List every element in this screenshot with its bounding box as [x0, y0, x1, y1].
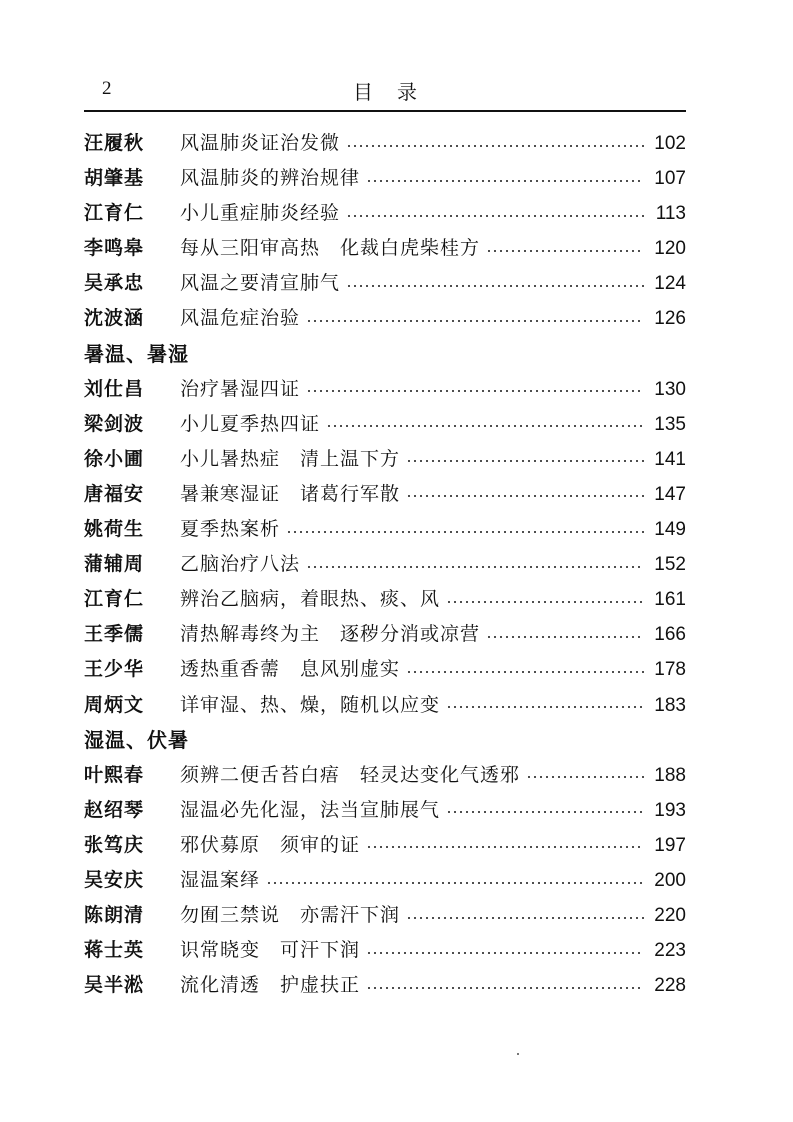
entry-page-number: 135 — [654, 413, 686, 435]
dot-leader — [346, 215, 644, 217]
dot-leader — [446, 706, 644, 708]
entry-page-number: 149 — [654, 519, 686, 541]
entry-page-number: 124 — [654, 273, 686, 295]
entry-title: 清热解毒终为主 逐秽分消或凉营 — [180, 623, 481, 646]
dot-leader — [306, 320, 644, 322]
entry-author: 姚荷生 — [84, 518, 145, 541]
toc-entry — [84, 266, 686, 301]
dot-leader — [366, 180, 644, 182]
toc-entry — [84, 477, 686, 512]
entry-author: 蒋士英 — [84, 939, 145, 962]
entry-title: 湿温必先化湿，法当宣肺展气 — [180, 798, 441, 821]
section-heading: 湿温、伏暑 — [84, 727, 189, 752]
entry-author: 徐小圃 — [84, 447, 145, 470]
entry-page-number: 197 — [654, 834, 686, 856]
table-of-contents — [84, 126, 686, 1003]
entry-author: 李鸣皋 — [84, 237, 145, 260]
entry-page-number: 113 — [655, 203, 686, 225]
entry-author: 陈朗清 — [84, 904, 145, 927]
entry-page-number: 152 — [654, 554, 686, 576]
dot-leader — [266, 882, 644, 884]
entry-author: 王季儒 — [84, 623, 145, 646]
entry-title: 风温之要清宣肺气 — [180, 272, 341, 295]
entry-page-number: 161 — [654, 589, 686, 611]
entry-author: 周炳文 — [84, 693, 145, 716]
entry-title: 须辨二便舌苔白痦 轻灵达变化气透邪 — [180, 763, 521, 786]
dot-leader — [366, 846, 644, 848]
running-header — [84, 76, 686, 112]
entry-page-number: 200 — [654, 869, 686, 891]
toc-entry — [84, 582, 686, 617]
toc-entry — [84, 161, 686, 196]
entry-author: 梁剑波 — [84, 412, 145, 435]
toc-entry — [84, 231, 686, 266]
entry-title: 风温危症治验 — [180, 307, 301, 330]
dot-leader — [406, 917, 644, 919]
entry-author: 吴安庆 — [84, 868, 145, 891]
entry-title: 辨治乙脑病，着眼热、痰、风 — [180, 588, 441, 611]
toc-entry — [84, 442, 686, 477]
toc-entry — [84, 196, 686, 231]
toc-entry — [84, 547, 686, 582]
dot-leader — [346, 285, 644, 287]
entry-page-number: 178 — [654, 659, 686, 681]
toc-entry — [84, 372, 686, 407]
entry-page-number: 130 — [654, 378, 686, 400]
entry-page-number: 102 — [654, 133, 686, 154]
entry-author: 胡肇基 — [84, 167, 145, 190]
entry-title: 详审湿、热、燥，随机以应变 — [180, 693, 441, 716]
dot-leader — [526, 776, 644, 778]
page-title: 目录 — [353, 80, 441, 104]
toc-entry — [84, 758, 686, 793]
dot-leader — [406, 460, 644, 462]
entry-page-number: 183 — [654, 694, 686, 716]
entry-title: 乙脑治疗八法 — [180, 553, 301, 576]
toc-entry — [84, 688, 686, 723]
toc-entry — [84, 407, 686, 442]
entry-author: 叶熙春 — [84, 763, 145, 786]
entry-page-number: 220 — [654, 905, 686, 927]
dot-leader — [486, 250, 644, 252]
page-number: 2 — [102, 78, 112, 99]
entry-title: 风温肺炎的辨治规律 — [180, 167, 361, 190]
toc-entry — [84, 933, 686, 968]
entry-title: 风温肺炎证治发微 — [180, 132, 341, 154]
dot-leader — [406, 495, 644, 497]
entry-title: 湿温案绎 — [180, 868, 261, 891]
dot-leader — [446, 811, 644, 813]
toc-entry — [84, 793, 686, 828]
entry-title: 勿囿三禁说 亦需汗下润 — [180, 904, 401, 927]
dot-leader — [326, 425, 644, 427]
toc-entry — [84, 863, 686, 898]
toc-entry — [84, 512, 686, 547]
entry-author: 刘仕昌 — [84, 377, 145, 400]
dot-leader — [486, 636, 644, 638]
entry-author: 汪履秋 — [84, 132, 145, 154]
dot-leader — [366, 952, 644, 954]
entry-page-number: 141 — [654, 448, 686, 470]
entry-author: 赵绍琴 — [84, 798, 145, 821]
dot-leader — [306, 566, 644, 568]
entry-author: 吴承忠 — [84, 272, 145, 295]
dot-leader — [406, 671, 644, 673]
entry-page-number: 228 — [654, 975, 686, 997]
scan-speck — [517, 1053, 519, 1055]
toc-entry — [84, 898, 686, 933]
entry-page-number: 120 — [654, 238, 686, 260]
toc-entry — [84, 301, 686, 336]
entry-title: 每从三阳审高热 化裁白虎柴桂方 — [180, 237, 481, 260]
entry-title: 小儿暑热症 清上温下方 — [180, 447, 401, 470]
entry-author: 吴半淞 — [84, 974, 145, 997]
entry-title: 流化清透 护虚扶正 — [180, 974, 361, 997]
dot-leader — [286, 531, 644, 533]
toc-entry — [84, 617, 686, 652]
toc-entry — [84, 126, 686, 161]
dot-leader — [346, 145, 644, 147]
entry-title: 透热重香薷 息风别虚实 — [180, 658, 401, 681]
toc-entry — [84, 828, 686, 863]
entry-page-number: 166 — [654, 624, 686, 646]
entry-page-number: 193 — [654, 799, 686, 821]
entry-page-number: 126 — [654, 308, 686, 330]
toc-entry — [84, 968, 686, 1003]
entry-title: 邪伏募原 须审的证 — [180, 833, 361, 856]
entry-title: 小儿重症肺炎经验 — [180, 202, 341, 225]
entry-title: 治疗暑湿四证 — [180, 377, 301, 400]
entry-page-number: 188 — [654, 764, 686, 786]
entry-author: 张笃庆 — [84, 833, 145, 856]
entry-author: 唐福安 — [84, 482, 145, 505]
entry-title: 识常晓变 可汗下润 — [180, 939, 361, 962]
entry-page-number: 147 — [654, 483, 686, 505]
entry-page-number: 107 — [654, 168, 686, 190]
entry-author: 蒲辅周 — [84, 553, 145, 576]
entry-author: 王少华 — [84, 658, 145, 681]
entry-title: 暑兼寒湿证 诸葛行军散 — [180, 482, 401, 505]
entry-page-number: 223 — [654, 940, 686, 962]
toc-entry — [84, 652, 686, 687]
dot-leader — [366, 987, 644, 989]
dot-leader — [446, 601, 644, 603]
entry-title: 小儿夏季热四证 — [180, 412, 321, 435]
entry-author: 江育仁 — [84, 588, 145, 611]
dot-leader — [306, 390, 644, 392]
entry-title: 夏季热案析 — [180, 518, 281, 541]
entry-author: 沈波涵 — [84, 307, 145, 330]
section-heading: 暑温、暑湿 — [84, 341, 189, 366]
entry-author: 江育仁 — [84, 202, 145, 225]
